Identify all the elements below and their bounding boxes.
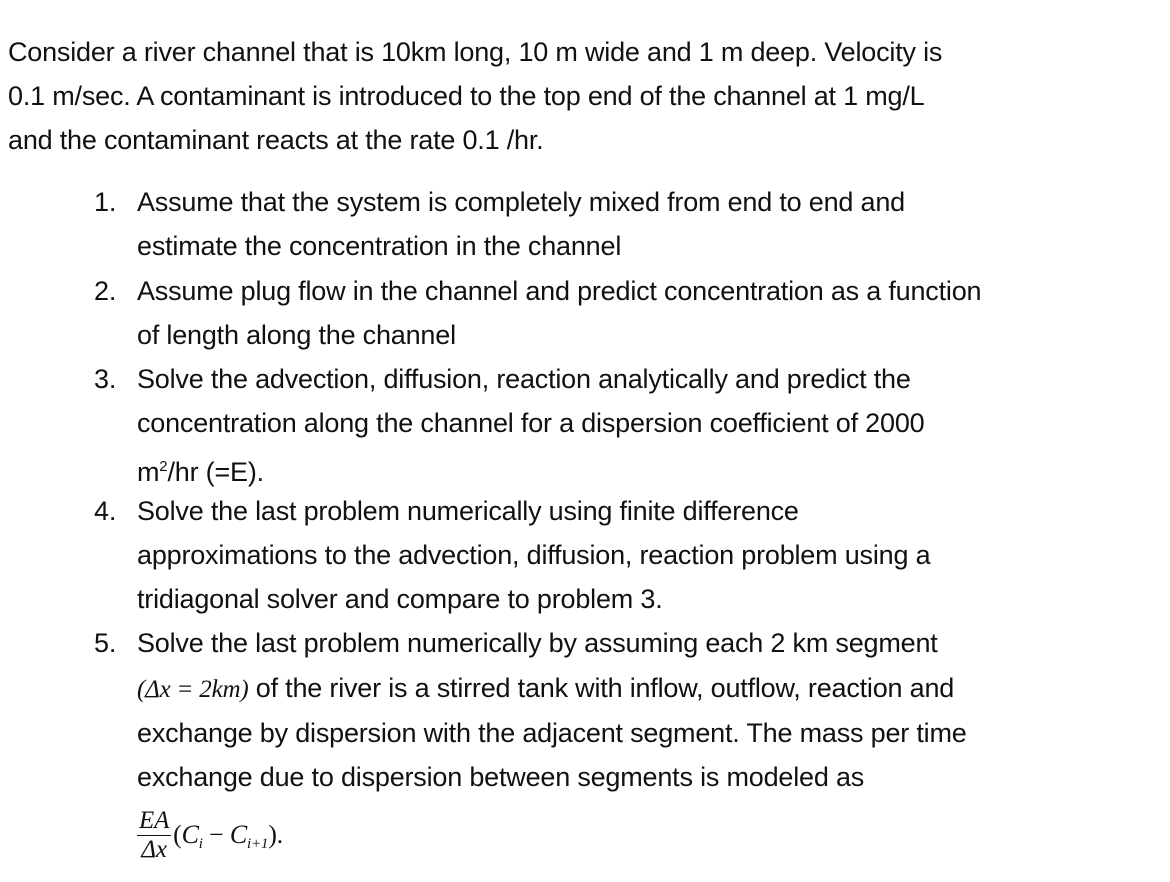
formula-c2: C [229,820,247,849]
intro-line-3: and the contaminant reacts at the rate 0.1 /hr. [8,125,544,155]
task-text [137,357,1157,489]
task-line: approximations to the advection, diffusion, reaction problem using a [137,540,931,570]
task-text [137,621,1157,869]
delta-x-expression: (Δx = 2km) [137,676,249,703]
task-line: estimate the concentration in the channel [137,231,622,261]
task-number: 1. [94,187,117,217]
task-line-unit [137,445,1157,489]
task-line: concentration along the channel for a dispersion coefficient of 2000 [137,408,925,438]
formula-c: C [181,820,199,849]
problem-intro [8,30,1158,162]
task-line: Solve the last problem numerically by assuming each 2 km segment [137,628,938,658]
task-text [137,489,1157,621]
formula-denominator: Δx [141,836,167,864]
task-line: exchange due to dispersion between segments is modeled as [137,762,865,792]
unit-rest: /hr (=E). [167,457,264,487]
task-line: Assume that the system is completely mixed from end to end and [137,187,905,217]
formula-close: ). [268,820,283,849]
unit-base: m [137,457,160,487]
task-number: 2. [94,276,117,306]
dispersion-formula [137,799,1157,869]
intro-line-1: Consider a river channel that is 10km long, 10 m wide and 1 m deep. Velocity is [8,37,943,67]
task-line-math [137,665,1157,711]
task-line: tridiagonal solver and compare to problem 3. [137,584,663,614]
task-line: Solve the last problem numerically using finite difference [137,496,799,526]
formula-body [173,820,283,852]
formula-numerator: EA [139,807,170,835]
formula-fraction [137,807,171,864]
intro-line-2: 0.1 m/sec. A contaminant is introduced to the top end of the channel at 1 mg/L [8,81,925,111]
formula-minus: − [202,820,230,849]
task-text [137,180,1157,268]
task-line-rest: of the river is a stirred tank with inflow, outflow, reaction and [248,673,955,703]
task-line: of length along the channel [137,320,456,350]
formula-sub-i: i [198,836,203,852]
task-line: Assume plug flow in the channel and predict concentration as a function [137,276,982,306]
formula-sub-i1: i+1 [246,836,269,852]
formula-open-paren: ( [173,820,182,849]
task-number: 5. [94,628,117,658]
task-number: 3. [94,364,117,394]
task-line: exchange by dispersion with the adjacent segment. The mass per time [137,718,967,748]
unit-superscript: 2 [159,458,168,475]
task-line: Solve the advection, diffusion, reaction analytically and predict the [137,364,911,394]
task-text [137,269,1157,357]
task-number: 4. [94,496,117,526]
